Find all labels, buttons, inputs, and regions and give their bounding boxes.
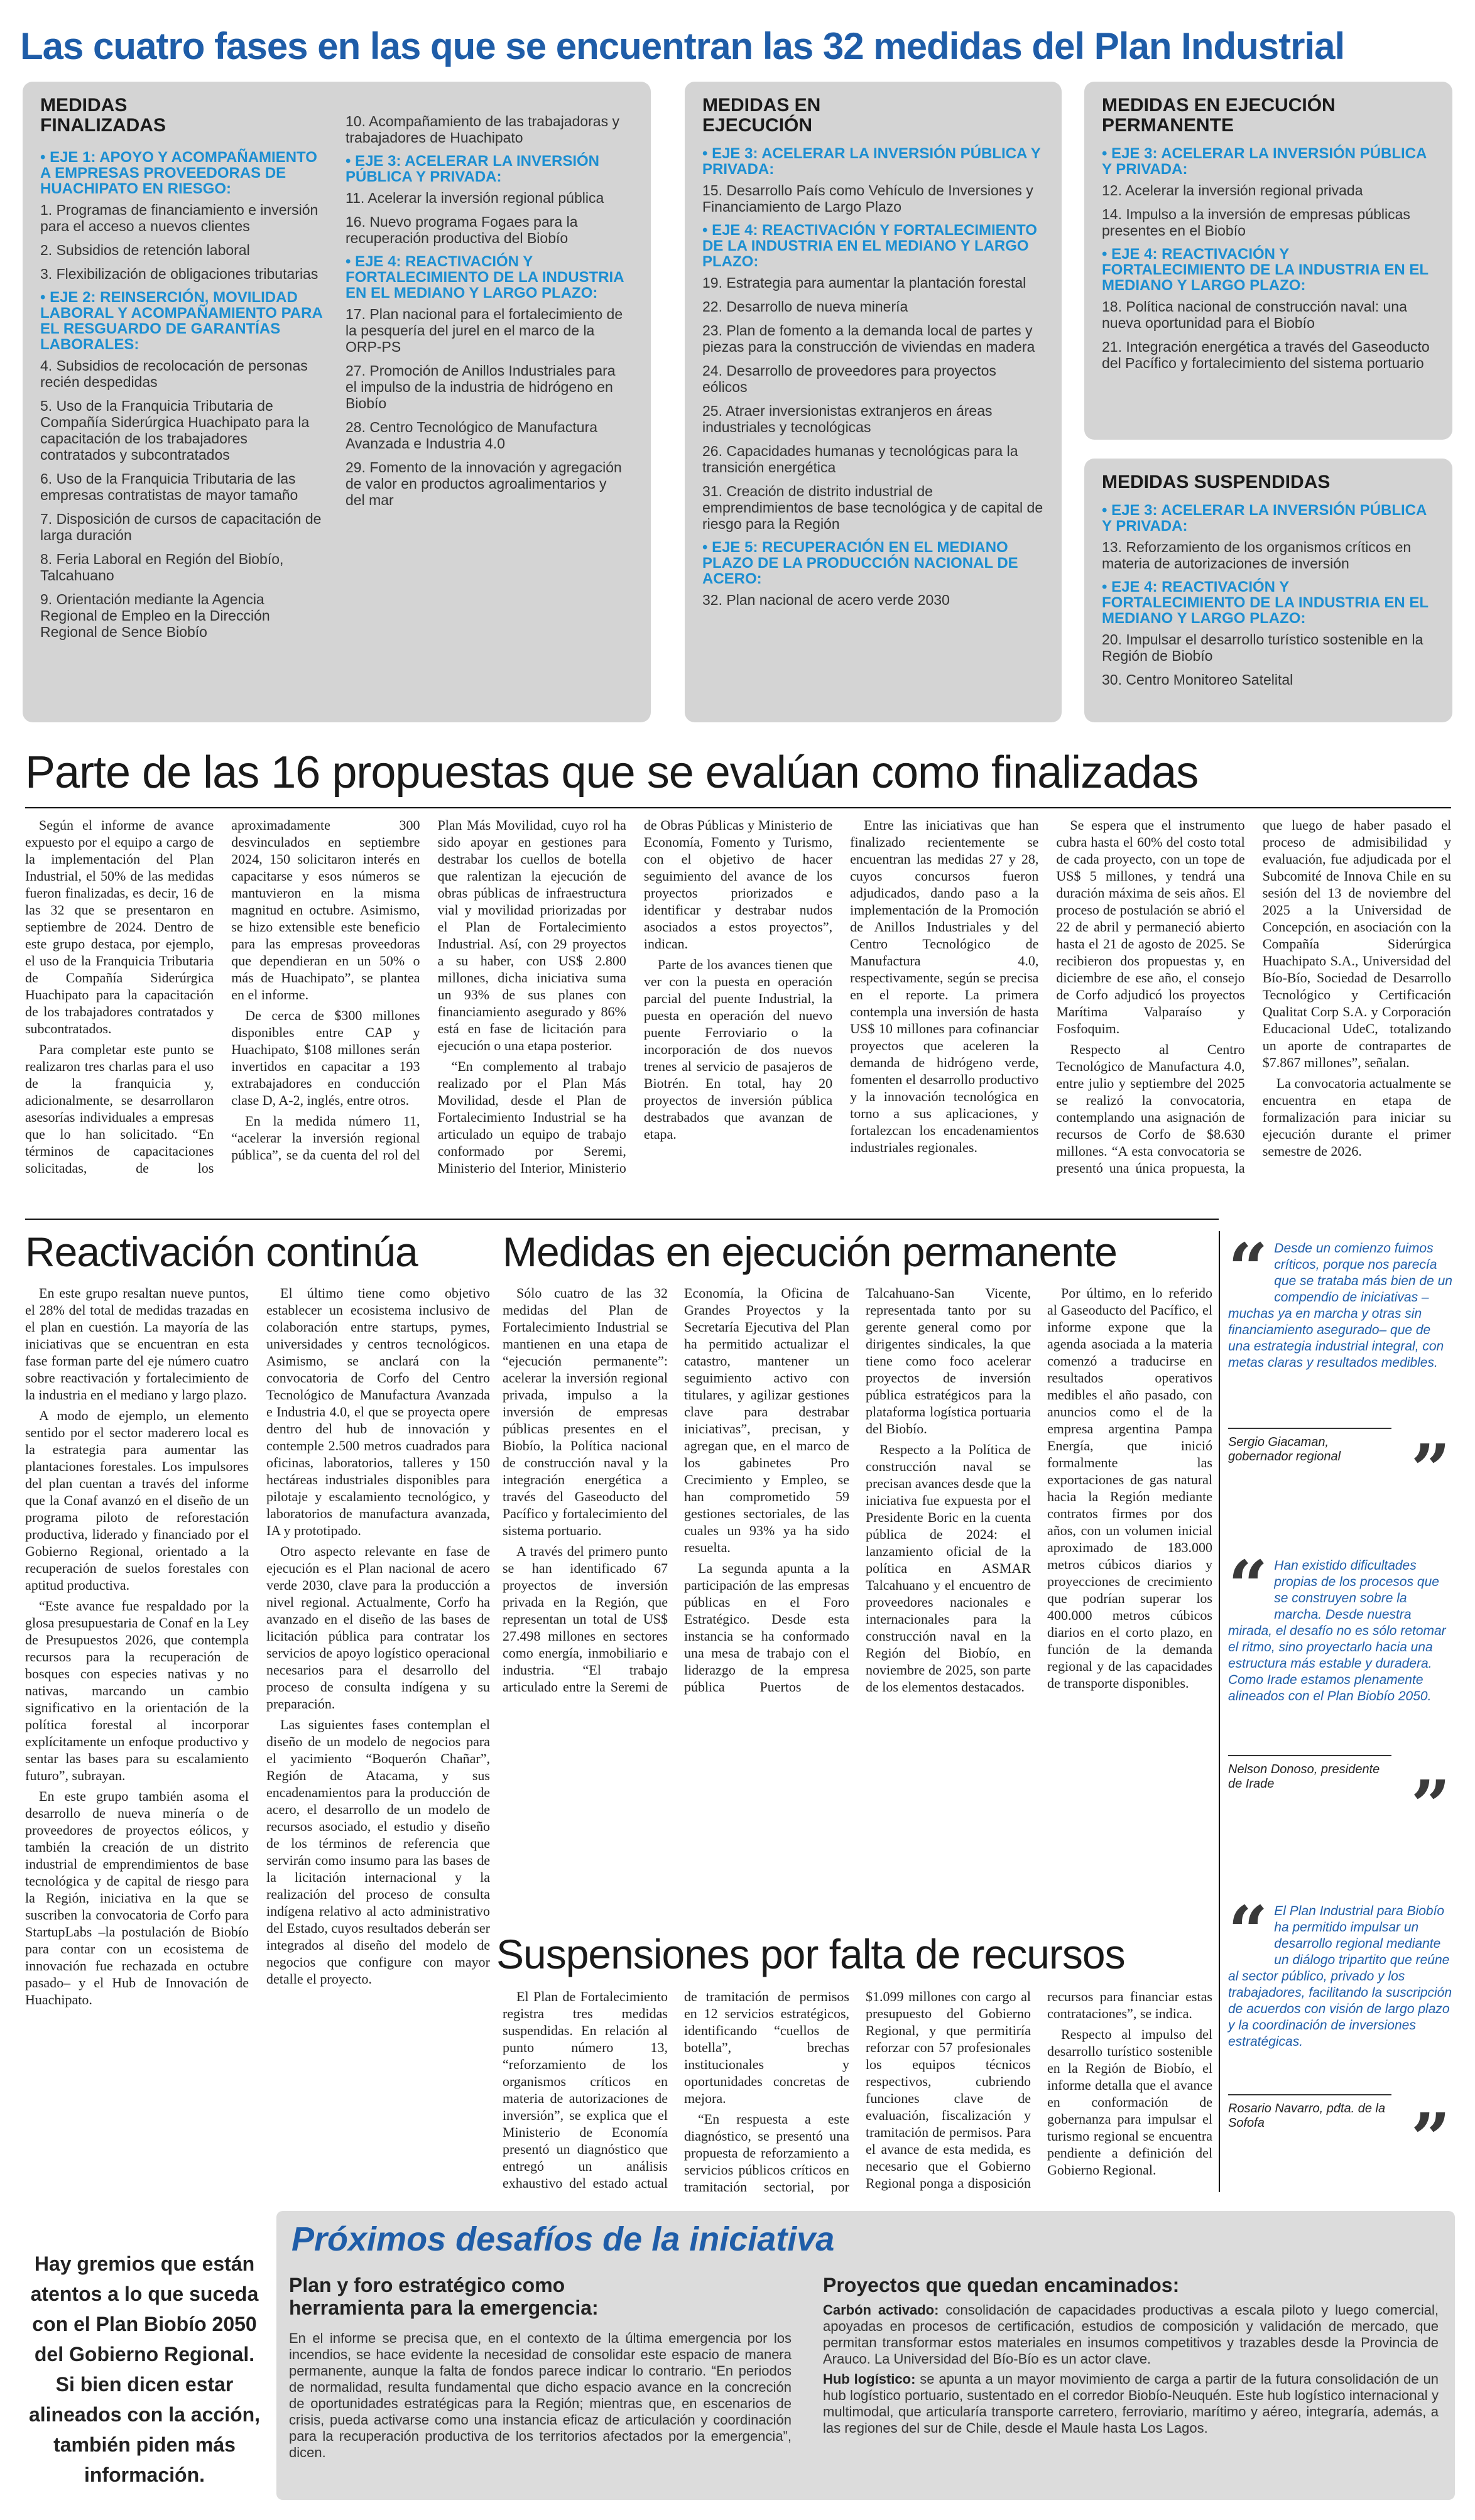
measure-item: 24. Desarrollo de proveedores para proyectos eólicos [702, 362, 996, 395]
desafios-title: Próximos desafíos de la iniciativa [291, 2220, 835, 2258]
eje-heading: • EJE 2: REINSERCIÓN, MOVILIDAD LABORAL Y ACOMPAÑAMIENTO PARA EL RESGUARDO DE GARANTÍAS LABORALES: [40, 289, 322, 353]
ejecucion-list [702, 146, 1044, 608]
ejecucion-heading: MEDIDAS EN EJECUCIÓN [702, 95, 821, 136]
quote-author: Rosario Navarro, pdta. de la Sofofa [1228, 2094, 1391, 2131]
measure-item: 31. Creación de distrito industrial de emprendimientos de base tecnológica y de capital de riesgo para la Región [702, 483, 1043, 532]
open-quote-icon: “ [1228, 1891, 1268, 1972]
measure-item: 19. Estrategia para aumentar la plantación forestal [702, 274, 1026, 291]
quotes-divider [1219, 1231, 1220, 2192]
close-quote-icon: ” [1410, 2098, 1451, 2179]
proyectos-text [823, 2302, 1439, 2490]
measure-item: 12. Acelerar la inversión regional privada [1102, 182, 1363, 198]
eje-heading: • EJE 3: ACELERAR LA INVERSIÓN PÚBLICA Y PRIVADA: [1102, 145, 1427, 178]
measure-item: 17. Plan nacional para el fortalecimiento de la pesquería del jurel en el marco de la ORP-PS [346, 306, 623, 355]
measure-item: 8. Feria Laboral en Región del Biobío, Talcahuano [40, 551, 284, 584]
permanente-heading: MEDIDAS EN EJECUCIÓN PERMANENTE [1102, 95, 1336, 136]
body-paragraph: A través del primero punto se han identificado 67 proyectos de inversión privada en la Región, que representan un total de US$ 27.498 millones en sectores como energía, inmobiliario e industria. “El trabajo articulado entre la Seremi de Economía, la Oficina de Grandes Proyectos y la Secretaría Ejecutiva del Plan ha permitido actualizar el catastro, mantener un seguimiento activo con titulares, y agilizar gestiones clave para destrabar iniciativas”, precisan, y agregan que, en el marco de los gabinetes Pro Crecimiento y Empleo, se han comprometido 59 gestiones sectoriales, de las cuales un 93% ya ha sido resuelta. [503, 1285, 849, 1695]
close-quote-icon: ” [1410, 1765, 1451, 1846]
hub-paragraph [823, 2371, 1439, 2436]
body-paragraph: La segunda apunta a la participación de las empresas públicas en el Foro Estratégico. Desde esta instancia se ha conformado una mesa de trabajo con el liderazgo de la empresa pública Puertos de Talcahuano-San Vicente, representada tanto por su gerente general como por dirigentes sindicales, la que tiene como foco acelerar proyectos de inversión pública estratégicos para la plataforma logística portuaria del Biobío. [684, 1285, 1031, 1695]
page-title: Las cuatro fases en las que se encuentran las 32 medidas del Plan Industrial [20, 25, 1345, 67]
plan-text [289, 2330, 792, 2487]
measure-item: 9. Orientación mediante la Agencia Regional de Empleo en la Dirección Regional de Sence Biobío [40, 591, 270, 640]
body-paragraph: Otro aspecto relevante en fase de ejecución es el Plan nacional de acero verde 2030, clave para la producción a nivel regional. Actualmente, Corfo ha avanzado en el diseño de las bases de licitación pública para contratar los servicios de apoyo logístico operacional necesarios para el desarrollo del proceso de consulta indígena y su preparación. [266, 1543, 490, 1712]
quote-author: Nelson Donoso, presidente de Irade [1228, 1755, 1391, 1791]
measure-item: 27. Promoción de Anillos Industriales para el impulso de la industria de hidrógeno en Biobío [346, 362, 616, 411]
measure-item: 22. Desarrollo de nueva minería [702, 298, 908, 315]
carbon-paragraph [823, 2302, 1439, 2367]
hub-text: se apunta a un mayor movimiento de carga a partir de la futura consolidación de un hub logístico portuario, sustentado en el corredor Biobío-Neuquén. Este hub logístico internacional y multimodal, que articularía transporte carretero, ferroviario, marítimo y aéreo, integraría, además, a las regiones del sur de Chile, desde el Maule hasta Los Lagos. [823, 2371, 1439, 2436]
body-paragraph: Las siguientes fases contemplan el diseño de un modelo de negocios para el yacimiento “Boquerón Chañar”, Región de Atacama, y sus encadenamientos para la producción de acero, el desarrollo de un modelo de recursos asociado, el estudio y diseño de los términos de referencia que servirán como insumo para las bases de la licitación internacional y la realización del proceso de consulta indígena relativo al acto administrativo del Estado, cuyos resultados deberán ser integrados al diseño del modelo de negocios que configure con mayor detalle el proyecto. [266, 1717, 490, 1987]
quote-navarro [1228, 1891, 1454, 2192]
body-paragraph: A modo de ejemplo, un elemento sentido por el sector maderero local es la estrategia para aumentar las plantaciones forestales. Los impulsores del plan cuentan a través del informe que la Conaf avanzó en el diseño de un programa piloto de reforestación productiva, liderado y financiado por el Gobierno Regional, orientado a la recuperación de suelos forestales con aptitud productiva. [25, 1408, 249, 1593]
body-paragraph: Respecto al Centro Tecnológico de Manufactura 4.0, entre julio y septiembre del 2025 se realizó la convocatoria, contemplando una asignación de recursos de Corfo de $8.630 millones. “A esta convocatoria se presentó una única propuesta, la que luego de haber pasado el proceso de admisibilidad y evaluación, fue adjudicada por el Subcomité de Innova Chile en su sesión del 13 de noviembre del 2025 a la Universidad de Concepción, en asociación con la Compañía Siderúrgica Huachipato S.A., Universidad del Bío-Bío, Sociedad de Desarrollo Tecnológico y Certificación Qualitat Corp S.A. y Corporación Educacional UdeC, totalizando un aporte de contrapartes de $7.867 millones”, señalan. [1056, 817, 1451, 1176]
body-paragraph: “En respuesta a este diagnóstico, se presentó una propuesta de reforzamiento a servicios públicos críticos en tramitación sectorial, por $1.099 millones con cargo al presupuesto del Gobierno Regional, y que permitiría reforzar con 57 profesionales los equipos técnicos respectivos, cubriendo funciones clave de evaluación, fiscalización y tramitación de permisos. Para el avance de esta medida, es necesario que el Gobierno Regional ponga a disposición recursos para financiar estas contrataciones”, se indica. [684, 1989, 1212, 2195]
measure-item: 4. Subsidios de recolocación de personas recién despedidas [40, 357, 308, 390]
measure-item: 14. Impulso a la inversión de empresas públicas presentes en el Biobío [1102, 206, 1410, 239]
measure-item: 16. Nuevo programa Fogaes para la recuperación productiva del Biobío [346, 214, 578, 246]
plan-paragraph: En el informe se precisa que, en el contexto de la última emergencia por los incendios, se hace evidente la necesidad de consolidar este espacio de manera permanente, aunque la falta de fondos parece indicar lo contrario. “En periodos de normalidad, resulta fundamental que dicho espacio avance en la concreción de oportunidades estratégicas para la Región; mientras que, en escenarios de crisis, pueda activarse como una instancia eficaz de articulación y coordinación para la recuperación productiva de los territorios afectados por la emergencia”, dicen. [289, 2330, 792, 2460]
quote-text: Han existido dificultades propias de los procesos que se construyen sobre la marcha. Desde nuestra mirada, el desafío no es sólo retomar el ritmo, sino proyectarlo hacia una estructura más estable y duradera. Como Irade estamos plenamente alineados con el Plan Biobío 2050. [1228, 1558, 1446, 1703]
body-paragraph: Respecto a la Política de construcción naval se precisan avances desde que la iniciativa fue expuesta por el Presidente Boric en la cuenta pública de 2024: el lanzamiento oficial de la política en ASMAR Talcahuano y el encuentro de proveedores nacionales e internacionales para la construcción naval en la Región del Biobío, en noviembre de 2025, son parte de los elementos destacados. [866, 1442, 1031, 1695]
panel-ejecucion [685, 82, 1062, 722]
panel-permanente [1084, 82, 1452, 440]
section3-heading: Medidas en ejecución permanente [503, 1229, 1117, 1275]
measure-item: 1. Programas de financiamiento e inversión para el acceso a nuevos clientes [40, 202, 318, 234]
measure-item: 15. Desarrollo País como Vehículo de Inversiones y Financiamiento de Largo Plazo [702, 182, 1033, 215]
section1-heading: Parte de las 16 propuestas que se evalúan como finalizadas [25, 747, 1199, 798]
body-paragraph: El último tiene como objetivo establecer un ecosistema inclusivo de colaboración entre startups, pymes, universidades y centros tecnológicos. Asimismo, se anclará con la convocatoria de Corfo del Centro Tecnológico de Manufactura Avanzada e Industria 4.0, el que se proyecta opere dentro del hub de innovación y contemple 2.500 metros cuadrados para oficinas, laboratorios, talleres y 150 hectáreas industriales disponibles para pilotaje y escalamiento tecnológico, y laboratorios de manufactura avanzada, IA y prototipado. [266, 1285, 490, 1538]
eje-heading: • EJE 3: ACELERAR LA INVERSIÓN PÚBLICA Y PRIVADA: [1102, 502, 1427, 535]
side-note: Hay gremios que están atentos a lo que suceda con el Plan Biobío 2050 del Gobierno Regional. Si bien dicen estar alineados con la acción, también piden más información. [28, 2252, 261, 2486]
measure-item: 30. Centro Monitoreo Satelital [1102, 671, 1293, 688]
eje-heading: • EJE 4: REACTIVACIÓN Y FORTALECIMIENTO DE LA INDUSTRIA EN EL MEDIANO Y LARGO PLAZO: [1102, 578, 1429, 627]
measure-item: 2. Subsidios de retención laboral [40, 242, 250, 258]
section2-body [25, 1284, 490, 2189]
eje-heading: • EJE 5: RECUPERACIÓN EN EL MEDIANO PLAZO DE LA PRODUCCIÓN NACIONAL DE ACERO: [702, 539, 1018, 587]
section1-rule [25, 807, 1451, 808]
eje-heading: • EJE 4: REACTIVACIÓN Y FORTALECIMIENTO DE LA INDUSTRIA EN EL MEDIANO Y LARGO PLAZO: [346, 253, 624, 301]
body-paragraph: Según el informe de avance expuesto por el equipo a cargo de la implementación del Plan Industrial, el 50% de las medidas fueron finalizadas, es decir, 16 de las 32 que se presentaron en septiembre de 2024. Dentro de este grupo destaca, por ejemplo, el uso de la Franquicia Tributaria de Compañía Siderúrgica Huachipato para la capacitación de los trabajadores contratados y subcontratados. [25, 817, 214, 1036]
carbon-label: Carbón activado: [823, 2302, 939, 2318]
panel-suspendidas [1084, 459, 1452, 722]
body-paragraph: Respecto al impulso del desarrollo turístico sostenible en la Región de Biobío, el informe detalla que el avance en conformación de gobernanza para impulsar el turismo regional se encuentra pendiente a definición del Gobierno Regional. [1047, 2026, 1212, 2178]
measure-item: 11. Acelerar la inversión regional pública [346, 190, 604, 206]
measure-item: 20. Impulsar el desarrollo turístico sostenible en la Región de Biobío [1102, 631, 1423, 664]
permanente-list [1102, 146, 1435, 371]
eje-heading: • EJE 3: ACELERAR LA INVERSIÓN PÚBLICA Y PRIVADA: [346, 153, 600, 185]
body-paragraph: Parte de los avances tienen que ver con la puesta en operación parcial del puente Industrial, la puesta en operación del nuevo puente Ferroviario o la incorporación de dos nuevos trenes al servicio de pasajeros de Biotrén. En total, hay 20 proyectos de inversión pública destrabados que avanzan de etapa. [643, 957, 833, 1142]
eje-heading: • EJE 4: REACTIVACIÓN Y FORTALECIMIENTO DE LA INDUSTRIA EN EL MEDIANO Y LARGO PLAZO: [702, 222, 1037, 270]
proyectos-heading: Proyectos que quedan encaminados: [823, 2274, 1180, 2296]
finalizadas-heading: MEDIDAS FINALIZADAS [40, 95, 166, 136]
plan-heading: Plan y foro estratégico como herramienta para la emergencia: [289, 2274, 599, 2319]
body-paragraph: Entre las iniciativas que han finalizado recientemente se encuentran las medidas 27 y 28, cuyos concursos fueron adjudicados, dando paso a la implementación de la Promoción de Anillos Industriales y del Centro Tecnológico de Manufactura 4.0, respectivamente, según se precisa en el reporte. La primera contempla una inversión de hasta US$ 10 millones para cofinanciar proyectos que aceleren la demanda de hidrógeno verde, fomenten el desarrollo productivo y la innovación tecnológica en torno a sus aplicaciones, y fortalezcan los encadenamientos industriales regionales. [850, 817, 1039, 1155]
measure-item: 21. Integración energética a través del Gaseoducto del Pacífico y fortalecimiento del sistema portuario [1102, 339, 1430, 371]
section3-body [503, 1284, 1212, 1919]
measure-item: 25. Atraer inversionistas extranjeros en áreas industriales y tecnológicas [702, 403, 993, 435]
quote-author: Sergio Giacaman, gobernador regional [1228, 1428, 1391, 1464]
section2-heading: Reactivación continúa [25, 1229, 418, 1275]
measure-item: 26. Capacidades humanas y tecnológicas para la transición energética [702, 443, 1018, 475]
body-paragraph: “Este avance fue respaldado por la glosa presupuestaria de Conaf en la Ley de Presupuestos 2026, que contempla recursos para la recuperación de bosques con especies nativas y no nativas, marcando un cambio significativo en la orientación de la política forestal al incorporar explícitamente un enfoque productivo y sentar las bases para su escalamiento futuro”, subrayan. [25, 1598, 249, 1783]
quote-text: Desde un comienzo fuimos críticos, porque nos parecía que se trataba más bien de un compendio de iniciativas –muchas ya en marcha y otras sin financiamiento asegurado– que de una estrategia industrial integral, con metas claras y resultados medibles. [1228, 1241, 1452, 1370]
close-quote-icon: ” [1410, 1429, 1451, 1510]
body-paragraph: De cerca de $300 millones disponibles entre CAP y Huachipato, $108 millones serán invertidos en capacitar a 193 extrabajadores en conducción clase D, A-2, inglés, entre otros. [231, 1007, 420, 1108]
carbon-text: consolidación de capacidades productivas a escala piloto y luego comercial, apoyadas en procesos de certificación, estudios de composición y validación de mercado, que permitan transformar estos materiales en insumos competitivos y trazables desde la Provincia de Arauco. La Universidad del Bío-Bío es un actor clave. [823, 2302, 1439, 2367]
hub-label: Hub logístico: [823, 2371, 916, 2387]
section4-heading: Suspensiones por falta de recursos [496, 1931, 1125, 1977]
open-quote-icon: “ [1228, 1228, 1268, 1309]
finalizadas-col1 [40, 146, 323, 648]
body-paragraph: En este grupo resaltan nueve puntos, el 28% del total de medidas trazadas en el plan en cuestión. La mayoría de las iniciativas que se encuentran en esta fase forman parte del eje número cuatro sobre reactivación y fortalecimiento de la industria en el mediano y largo plazo. [25, 1285, 249, 1403]
quote-text: El Plan Industrial para Biobío ha permitido impulsar un desarrollo regional mediante un diálogo tripartito que reúne al sector público, privado y los trabajadores, facilitando la suscripción de acuerdos con visión de largo plazo y la coordinación de inversiones estratégicas. [1228, 1904, 1452, 2049]
suspendidas-list [1102, 502, 1435, 688]
measure-item: 6. Uso de la Franquicia Tributaria de las empresas contratistas de mayor tamaño [40, 470, 298, 503]
measure-item: 29. Fomento de la innovación y agregación de valor en productos agroalimentarios y del mar [346, 459, 622, 508]
body-paragraph: Sólo cuatro de las 32 medidas del Plan de Fortalecimiento Industrial se mantienen en una etapa de “ejecución permanente”: acelerar la inversión regional privada, impulso a la inversión de empresas públicas presentes en el Biobío, la Política nacional de construcción naval y la integración energética a través del Gaseoducto del Pacífico y fortalecimiento del sistema portuario. [503, 1285, 668, 1538]
body-paragraph: Para completar este punto se realizaron tres charlas para el uso de la franquicia y, adicionalmente, se desarrollaron asesorías individuales a empresas que lo han solicitado. “En términos de capacitaciones solicitadas, de los aproximadamente 300 desvinculados en septiembre 2024, 150 solicitaron interés en capacitarse y esos números se mantuvieron en la misma magnitud en octubre. Asimismo, se hizo extensible este beneficio para las empresas proveedoras que dependieran en un 50% o más de Huachipato”, se plantea en el informe. [25, 817, 420, 1176]
measure-item: 10. Acompañamiento de las trabajadoras y trabajadores de Huachipato [346, 113, 619, 146]
measure-item: 32. Plan nacional de acero verde 2030 [702, 592, 950, 608]
measure-item: 18. Política nacional de construcción naval: una nueva oportunidad para el Biobío [1102, 298, 1407, 331]
section4-body [503, 1988, 1212, 2195]
body-paragraph: Por último, en lo referido al Gaseoducto del Pacífico, el informe expone que la agenda asociada a la materia comenzó a traducirse en resultados operativos medibles el año pasado, con anuncios como el de la empresa argentina Pampa Energía, que inició formalmente las exportaciones de gas natural hacia la Región mediante contratos firmes por dos años, con un volumen inicial aproximado de 183.000 metros cúbicos diarios y proyecciones de crecimiento que podrían superar los 400.000 metros cúbicos diarios en el corto plazo, en función de la demanda regional y de las capacidades de transporte disponibles. [1047, 1285, 1212, 1691]
suspendidas-heading: MEDIDAS SUSPENDIDAS [1102, 472, 1331, 492]
quote-giacaman [1228, 1228, 1454, 1536]
section1-body [25, 817, 1451, 1212]
measure-item: 28. Centro Tecnológico de Manufactura Avanzada e Industria 4.0 [346, 419, 598, 452]
quote-donoso [1228, 1545, 1454, 1884]
body-paragraph: “En complemento al trabajo realizado por el Plan Más Movilidad, desde el Plan de Fortalecimiento Industrial se ha articulado un equipo de trabajo conformado por Seremi, Ministerio del Interior, Ministerio de Obras Públicas y Ministerio de Economía, Fomento y Turismo, con el objetivo de hacer seguimiento del avance de los proyectos priorizados e identificar y destrabar nudos asociados a estos proyectos”, indican. [437, 817, 833, 1176]
panel-finalizadas [23, 82, 651, 722]
body-paragraph: La convocatoria actualmente se encuentra en etapa de formalización para iniciar su ejecución durante el primer semestre de 2026. [1262, 1075, 1451, 1159]
section1-bottom-rule [25, 1219, 1219, 1220]
finalizadas-col2 [346, 113, 628, 648]
measure-item: 23. Plan de fomento a la demanda local de partes y piezas para la construcción de viviendas en madera [702, 322, 1035, 355]
body-paragraph: En la medida número 11, “acelerar la inversión regional pública”, se da cuenta del rol del Plan Más Movilidad, cuyo rol ha sido apoyar en gestiones para destrabar los cuellos de botella que ralentizan la ejecución de obras públicas de infraestructura vial y movilidad priorizadas por el Plan de Fortalecimiento Industrial. Así, con 29 proyectos a su haber, con US$ 2.800 millones, dicha iniciativa suma un 93% de sus planes con financiamiento asegurado y 86% está en fase de licitación para ejecución o una etapa posterior. [231, 817, 626, 1163]
eje-heading: • EJE 4: REACTIVACIÓN Y FORTALECIMIENTO DE LA INDUSTRIA EN EL MEDIANO Y LARGO PLAZO: [1102, 246, 1429, 294]
open-quote-icon: “ [1228, 1545, 1268, 1626]
measure-item: 3. Flexibilización de obligaciones tributarias [40, 266, 318, 282]
eje-heading: • EJE 1: APOYO Y ACOMPAÑAMIENTO A EMPRESAS PROVEEDORAS DE HUACHIPATO EN RIESGO: [40, 149, 317, 197]
measure-item: 5. Uso de la Franquicia Tributaria de Compañía Siderúrgica Huachipato para la capacitación de los trabajadores contratados y subcontratados [40, 398, 310, 463]
body-paragraph: En este grupo también asoma el desarrollo de nueva minería o de proveedores de proyectos eólicos, y también la creación de un distrito industrial de emprendimientos de base tecnológica y de capital de riesgo para la Región, iniciativa en la que se suscriben la convocatoria de Corfo para StartupLabs –la postulación de Biobío para contar con un ecosistema de innovación fue rechazada en octubre pasado– y el Hub de Innovación de Huachipato. [25, 1788, 249, 2007]
measure-item: 7. Disposición de cursos de capacitación de larga duración [40, 511, 322, 543]
body-paragraph: Se espera que el instrumento cubra hasta el 60% del costo total de cada proyecto, con un tope de US$ 5 millones, y tendrá una duración máxima de seis años. El proceso de postulación se abrió el 22 de abril y permaneció abierto hasta el 21 de agosto de 2025. Se recibieron dos propuestas y, en diciembre de ese año, el consejo de Corfo adjudicó los proyectos Marítima Valparaíso y Fosfoquim. [1056, 817, 1245, 1036]
measure-item: 13. Reforzamiento de los organismos críticos en materia de autorizaciones de inversión [1102, 539, 1412, 572]
eje-heading: • EJE 3: ACELERAR LA INVERSIÓN PÚBLICA Y PRIVADA: [702, 145, 1041, 178]
body-paragraph: El Plan de Fortalecimiento registra tres medidas suspendidas. En relación al punto número 13, “reforzamiento de los organismos críticos en materia de autorizaciones de inversión”, se explica que el Ministerio de Economía presentó un diagnóstico que entregó un análisis exhaustivo del estado actual de tramitación de permisos en 12 servicios estratégicos, identificando “cuellos de botella”, brechas institucionales y oportunidades concretas de mejora. [503, 1989, 849, 2191]
